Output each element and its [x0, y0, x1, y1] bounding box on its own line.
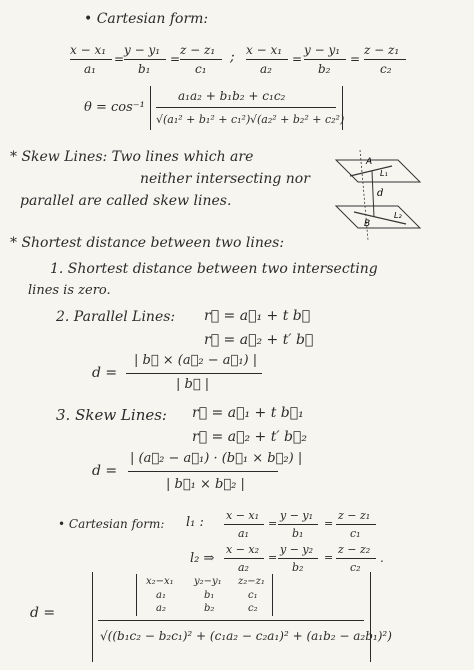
item-3-denominator: | b⃗₁ × b⃗₂ |	[166, 477, 245, 492]
item-3-d: d =	[92, 463, 118, 479]
theta-den-2: √(a₂² + b₂² + c₂²)	[250, 113, 345, 126]
frac-denominator: b₁	[138, 62, 151, 76]
det-r2-c2: b₁	[204, 590, 215, 601]
frac-numerator: z − z₁	[180, 43, 216, 57]
det-d: d =	[30, 605, 56, 621]
shortest-heading: * Shortest distance between two lines:	[10, 235, 285, 251]
frac-denominator: a₂	[238, 561, 249, 574]
frac-numerator: y − y₂	[280, 543, 314, 556]
cartesian-2-label: • Cartesian form:	[58, 517, 165, 531]
det-denominator: √((b₁c₂ − b₂c₁)² + (c₁a₂ − c₂a₁)² + (a₁b₂ − a₂b₁)²)	[100, 629, 392, 643]
frac-denominator: c₁	[195, 62, 207, 76]
frac-numerator: y − y₁	[304, 43, 341, 57]
frac-denominator: b₂	[318, 62, 331, 76]
det-r2-c1: a₁	[156, 590, 166, 601]
label-b: B	[364, 219, 371, 229]
frac-denominator: c₂	[380, 62, 392, 76]
theta-lhs: θ = cos⁻¹	[84, 100, 145, 115]
equals-sign: =	[324, 551, 334, 564]
frac-denominator: c₂	[350, 561, 361, 574]
det-r1-c3: z₂−z₁	[238, 576, 265, 587]
frac-denominator: a₁	[84, 62, 96, 76]
equals-sign: =	[324, 517, 334, 530]
upper-plane	[336, 160, 420, 182]
item-1-line-a: 1. Shortest distance between two intersecting	[50, 261, 378, 277]
equals-sign: =	[170, 52, 181, 66]
item-2-label: 2. Parallel Lines:	[56, 309, 176, 325]
item-3-numerator: | (a⃗₂ − a⃗₁) · (b⃗₁ × b⃗₂) |	[130, 451, 303, 466]
det-r1-c2: y₂−y₁	[194, 576, 222, 587]
skew-def-line-3: parallel are called skew lines.	[20, 193, 232, 209]
det-r3-c3: c₂	[248, 603, 258, 614]
line-l2-label: l₂ ⇒	[190, 551, 215, 566]
label-l1: L₁	[380, 169, 388, 178]
theta-numerator: a₁a₂ + b₁b₂ + c₁c₂	[178, 89, 286, 103]
item-2-numerator: | b⃗ × (a⃗₂ − a⃗₁) |	[134, 353, 258, 368]
frac-numerator: y − y₁	[280, 509, 314, 522]
label-d: d	[377, 188, 384, 199]
skew-def-line-1: * Skew Lines: Two lines which are	[10, 149, 254, 165]
equals-sign: =	[114, 52, 125, 66]
skew-def-line-2: neither intersecting nor	[140, 171, 310, 187]
frac-denominator: a₂	[260, 62, 272, 76]
item-2-eq-2: r⃗ = a⃗₂ + t′ b⃗	[204, 332, 314, 348]
frac-numerator: z − z₁	[364, 43, 400, 57]
line-l1-label: l₁ :	[186, 515, 204, 530]
frac-denominator: b₂	[292, 561, 304, 574]
equals-sign: =	[268, 517, 278, 530]
label-l2: L₂	[394, 211, 402, 220]
frac-denominator: c₁	[350, 527, 361, 540]
item-3-eq-2: r⃗ = a⃗₂ + t′ b⃗₂	[192, 429, 307, 445]
equals-sign: =	[350, 52, 361, 66]
det-r1-c1: x₂−x₁	[146, 576, 174, 587]
item-2-denominator: | b⃗ |	[176, 377, 210, 392]
frac-denominator: a₁	[238, 527, 249, 540]
frac-numerator: z − z₂	[338, 543, 371, 556]
period: .	[380, 551, 384, 565]
det-r3-c1: a₂	[156, 603, 166, 614]
frac-numerator: x − x₁	[226, 509, 260, 522]
det-r3-c2: b₂	[204, 603, 215, 614]
equals-sign: =	[268, 551, 278, 564]
frac-numerator: x − x₁	[246, 43, 283, 57]
frac-numerator: y − y₁	[124, 43, 161, 57]
item-3-eq-1: r⃗ = a⃗₁ + t b⃗₁	[192, 405, 304, 421]
item-2-eq-1: r⃗ = a⃗₁ + t b⃗	[204, 308, 311, 324]
label-a: A	[366, 157, 373, 167]
frac-numerator: x − x₁	[70, 43, 107, 57]
cartesian-form-heading: • Cartesian form:	[84, 11, 209, 27]
separator: ;	[230, 49, 235, 65]
det-r2-c3: c₁	[248, 590, 258, 601]
item-2-d: d =	[92, 365, 118, 381]
item-1-line-b: lines is zero.	[28, 283, 111, 298]
frac-numerator: z − z₁	[338, 509, 371, 522]
frac-denominator: b₁	[292, 527, 304, 540]
theta-den-1: √(a₁² + b₁² + c₁²)	[156, 113, 251, 126]
equals-sign: =	[292, 52, 303, 66]
frac-numerator: x − x₂	[226, 543, 260, 556]
perpendicular-d	[372, 171, 374, 217]
item-3-label: 3. Skew Lines:	[56, 406, 167, 424]
